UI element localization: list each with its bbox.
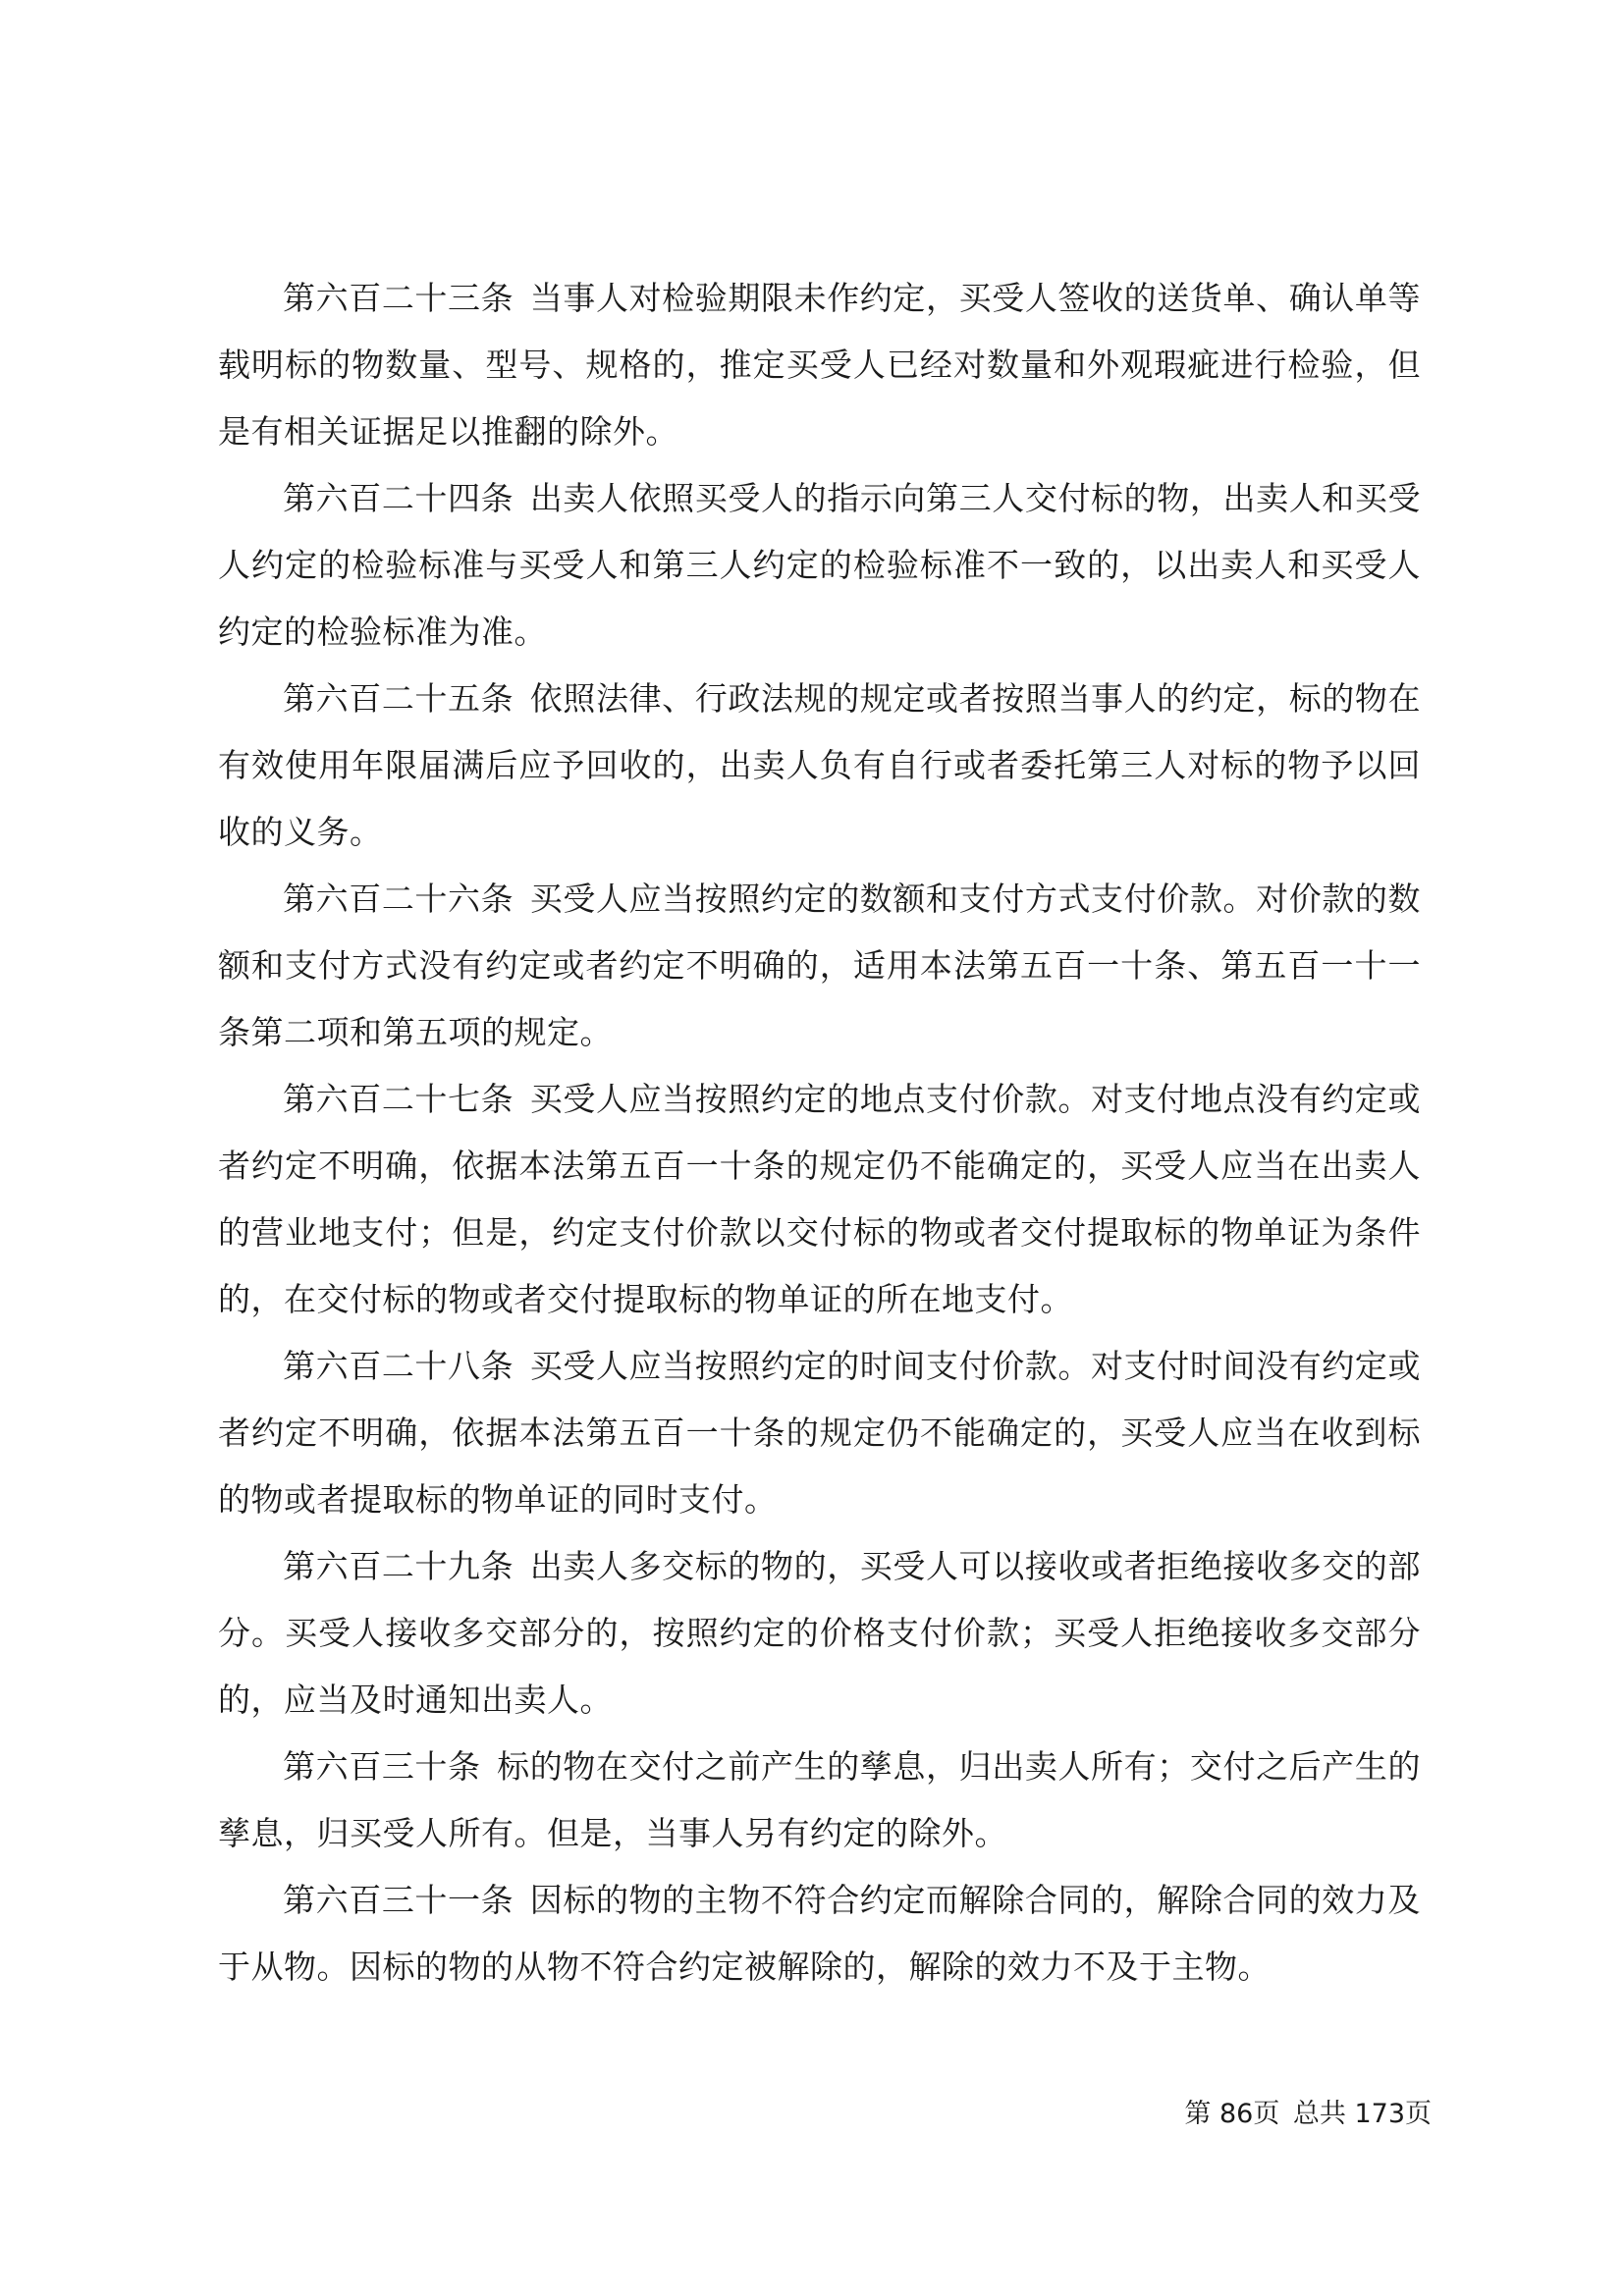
article-text: 买受人应当按照约定的地点支付价款。对支付地点没有约定或者约定不明确，依据本法第五百一十条的规定仍不能确定的，买受人应当在出卖人的营业地支付；但是，约定支付价款以交付标的物或者交付提取标的物单证为条件的，在交付标的物或者交付提取标的物单证的所在地支付。 [218,1080,1422,1318]
article-text: 依照法律、行政法规的规定或者按照当事人的约定，标的物在有效使用年限届满后应予回收的，出卖人负有自行或者委托第三人对标的物予以回收的义务。 [218,679,1422,851]
article-text: 标的物在交付之前产生的孳息，归出卖人所有；交付之后产生的孳息，归买受人所有。但是，当事人另有约定的除外。 [218,1747,1422,1852]
article-626 [218,866,1421,1066]
article-number: 第六百二十六条 [283,880,514,918]
article-number: 第六百三十一条 [283,1881,514,1919]
article-number: 第六百二十七条 [283,1080,514,1118]
article-text: 当事人对检验期限未作约定，买受人签收的送货单、确认单等载明标的物数量、型号、规格的，推定买受人已经对数量和外观瑕疵进行检验，但是有相关证据足以推翻的除外。 [218,279,1422,451]
article-text: 买受人应当按照约定的时间支付价款。对支付时间没有约定或者约定不明确，依据本法第五百一十条的规定仍不能确定的，买受人应当在收到标的物或者提取标的物单证的同时支付。 [218,1347,1422,1519]
article-number: 第六百二十四条 [283,479,514,517]
article-623 [218,265,1421,465]
article-630 [218,1734,1421,1867]
article-631 [218,1867,1421,2001]
article-number: 第六百三十条 [283,1747,481,1786]
article-text: 买受人应当按照约定的数额和支付方式支付价款。对价款的数额和支付方式没有约定或者约定不明确的，适用本法第五百一十条、第五百一十一条第二项和第五项的规定。 [218,880,1422,1051]
article-number: 第六百二十五条 [283,679,514,718]
article-text: 因标的物的主物不符合约定而解除合同的，解除合同的效力及于从物。因标的物的从物不符合约定被解除的，解除的效力不及于主物。 [218,1881,1422,1986]
article-628 [218,1333,1421,1533]
article-text: 出卖人依照买受人的指示向第三人交付标的物，出卖人和买受人约定的检验标准与买受人和第三人约定的检验标准不一致的，以出卖人和买受人约定的检验标准为准。 [218,479,1422,651]
article-625 [218,666,1421,866]
page-number: 第 86页 [1184,2099,1280,2129]
page-footer [1184,2097,1432,2132]
article-627 [218,1066,1421,1333]
article-number: 第六百二十九条 [283,1547,514,1585]
document-body [218,265,1421,2001]
article-629 [218,1533,1421,1734]
article-624 [218,465,1421,666]
article-number: 第六百二十三条 [283,279,514,317]
article-number: 第六百二十八条 [283,1347,514,1385]
page-total: 总共 173页 [1292,2099,1432,2129]
article-text: 出卖人多交标的物的，买受人可以接收或者拒绝接收多交的部分。买受人接收多交部分的，按照约定的价格支付价款；买受人拒绝接收多交部分的，应当及时通知出卖人。 [218,1547,1422,1719]
